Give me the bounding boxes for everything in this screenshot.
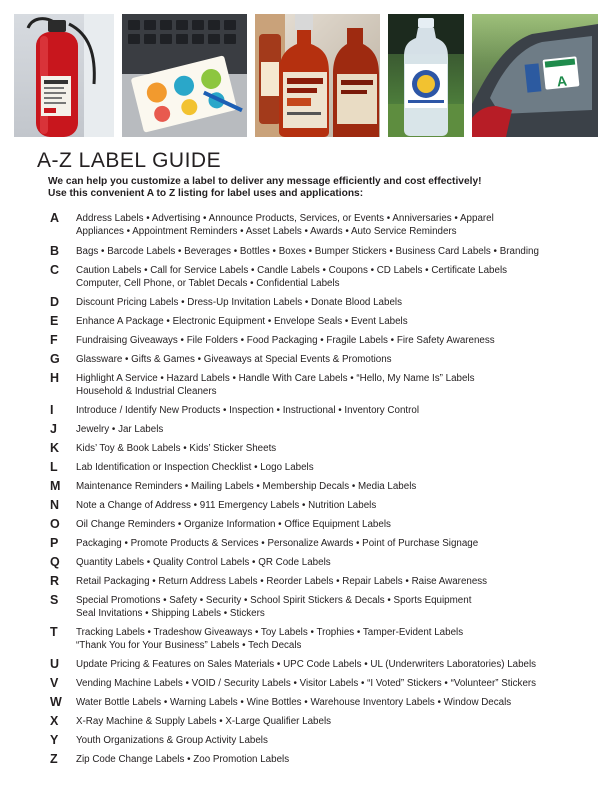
water-bottle-icon: [388, 14, 464, 137]
entry-letter: T: [50, 625, 58, 639]
entry-line: Zip Code Change Labels • Zoo Promotion Labels: [76, 754, 290, 765]
entry-letter: K: [50, 441, 60, 455]
list-item-p: [50, 537, 598, 550]
entry-line: Update Pricing & Features on Sales Materials • UPC Code Labels • UL (Underwriters Laboratories) Labels: [76, 659, 537, 670]
entry-line: Special Promotions • Safety • Security • School Spirit Stickers & Decals • Sports Equipment: [76, 595, 472, 606]
entry-letter: A: [50, 211, 60, 225]
entry-letter: V: [50, 676, 59, 690]
sauce-bottle-icon: [255, 14, 380, 137]
entry-letter: R: [50, 574, 60, 588]
list-item-j: [50, 423, 598, 436]
intro-line: We can help you customize a label to deliver any message efficiently and cost effectively!: [48, 176, 482, 187]
list-item-k: [50, 442, 598, 455]
entry-letter: P: [50, 536, 59, 550]
entry-line: Fundraising Giveaways • File Folders • Food Packaging • Fragile Labels • Fire Safety Awareness: [76, 335, 495, 346]
entry-line: Oil Change Reminders • Organize Information • Office Equipment Labels: [76, 519, 391, 530]
list-item-t: [50, 626, 598, 652]
sauce-bottle-photo: [255, 14, 380, 137]
entry-letter: L: [50, 460, 58, 474]
list-item-y: [50, 734, 598, 747]
entry-line: Caution Labels • Call for Service Labels • Candle Labels • Coupons • CD Labels • Certificate Labels: [76, 265, 508, 276]
entry-line: Youth Organizations & Group Activity Labels: [76, 735, 268, 746]
entry-line: Glassware • Gifts & Games • Giveaways at Special Events & Promotions: [76, 354, 392, 365]
list-item-o: [50, 518, 598, 531]
intro-text: [48, 176, 588, 200]
photo-strip: [14, 14, 598, 137]
entry-line: Discount Pricing Labels • Dress-Up Invitation Labels • Donate Blood Labels: [76, 297, 402, 308]
list-item-v: [50, 677, 598, 690]
intro-line: Use this convenient A to Z listing for label uses and applications:: [48, 188, 364, 199]
list-item-s: [50, 594, 598, 620]
fire-extinguisher-icon: [14, 14, 114, 137]
list-item-d: [50, 296, 598, 309]
list-item-g: [50, 353, 598, 366]
laptop-labels-photo: [122, 14, 247, 137]
fire-extinguisher-photo: [14, 14, 114, 137]
entry-letter: E: [50, 314, 59, 328]
entry-line: Tracking Labels • Tradeshow Giveaways • Toy Labels • Trophies • Tamper-Evident Labels: [76, 627, 464, 638]
entry-line: Jewelry • Jar Labels: [76, 424, 164, 435]
entry-letter: D: [50, 295, 60, 309]
entry-line: Note a Change of Address • 911 Emergency Labels • Nutrition Labels: [76, 500, 377, 511]
entry-letter: I: [50, 403, 54, 417]
list-item-z: [50, 753, 598, 766]
entry-letter: Q: [50, 555, 60, 569]
entry-letter: H: [50, 371, 60, 385]
water-bottle-photo: [388, 14, 464, 137]
entry-letter: F: [50, 333, 58, 347]
entry-line: Bags • Barcode Labels • Beverages • Bottles • Boxes • Bumper Stickers • Business Card Labels • Branding: [76, 246, 539, 257]
entry-letter: M: [50, 479, 61, 493]
entry-letter: S: [50, 593, 59, 607]
entry-letter: C: [50, 263, 60, 277]
entry-letter: O: [50, 517, 60, 531]
entry-line: “Thank You for Your Business” Labels • Tech Decals: [76, 640, 302, 651]
entry-line: Lab Identification or Inspection Checklist • Logo Labels: [76, 462, 314, 473]
entry-letter: Y: [50, 733, 59, 747]
entry-line: Quantity Labels • Quality Control Labels • QR Code Labels: [76, 557, 331, 568]
entry-letter: B: [50, 244, 60, 258]
list-item-m: [50, 480, 598, 493]
entry-line: Enhance A Package • Electronic Equipment • Envelope Seals • Event Labels: [76, 316, 408, 327]
entry-line: Water Bottle Labels • Warning Labels • Wine Bottles • Warehouse Inventory Labels • Window Decals: [76, 697, 512, 708]
list-item-w: [50, 696, 598, 709]
entry-line: Seal Invitations • Shipping Labels • Stickers: [76, 608, 265, 619]
list-item-n: [50, 499, 598, 512]
entry-line: Highlight A Service • Hazard Labels • Handle With Care Labels • “Hello, My Name Is” Labels: [76, 373, 475, 384]
list-item-b: [50, 245, 598, 258]
list-item-h: [50, 372, 598, 398]
list-item-u: [50, 658, 598, 671]
list-item-f: [50, 334, 598, 347]
list-item-l: [50, 461, 598, 474]
entry-letter: N: [50, 498, 60, 512]
entry-letter: G: [50, 352, 60, 366]
decal-letter: A: [556, 72, 568, 90]
list-item-e: [50, 315, 598, 328]
entry-line: Address Labels • Advertising • Announce Products, Services, or Events • Anniversaries • Apparel: [76, 213, 494, 224]
entry-letter: Z: [50, 752, 58, 766]
car-window-decal-photo: [472, 14, 598, 137]
entry-line: Computer, Cell Phone, or Tablet Decals • Confidential Labels: [76, 278, 340, 289]
car-window-decal-icon: [472, 14, 598, 137]
list-item-c: [50, 264, 598, 290]
entry-line: Kids’ Toy & Book Labels • Kids’ Sticker Sheets: [76, 443, 277, 454]
laptop-labels-icon: [122, 14, 247, 137]
list-item-i: [50, 404, 598, 417]
entry-line: Retail Packaging • Return Address Labels • Reorder Labels • Repair Labels • Raise Awareness: [76, 576, 488, 587]
entry-letter: U: [50, 657, 60, 671]
entry-line: Maintenance Reminders • Mailing Labels • Membership Decals • Media Labels: [76, 481, 417, 492]
list-item-r: [50, 575, 598, 588]
entry-letter: J: [50, 422, 57, 436]
entry-letter: X: [50, 714, 59, 728]
page-title: A-Z LABEL GUIDE: [37, 149, 222, 172]
entry-letter: W: [50, 695, 62, 709]
entry-line: Household & Industrial Cleaners: [76, 386, 217, 397]
list-item-x: [50, 715, 598, 728]
entry-line: Introduce / Identify New Products • Inspection • Instructional • Inventory Control: [76, 405, 420, 416]
list-item-a: [50, 212, 598, 238]
entry-line: Appliances • Appointment Reminders • Asset Labels • Awards • Auto Service Reminders: [76, 226, 457, 237]
entry-line: X-Ray Machine & Supply Labels • X-Large Qualifier Labels: [76, 716, 332, 727]
list-item-q: [50, 556, 598, 569]
entry-line: Vending Machine Labels • VOID / Security Labels • Visitor Labels • “I Voted” Stickers • “Volunteer” Stickers: [76, 678, 537, 689]
entry-line: Packaging • Promote Products & Services • Personalize Awards • Point of Purchase Signage: [76, 538, 479, 549]
